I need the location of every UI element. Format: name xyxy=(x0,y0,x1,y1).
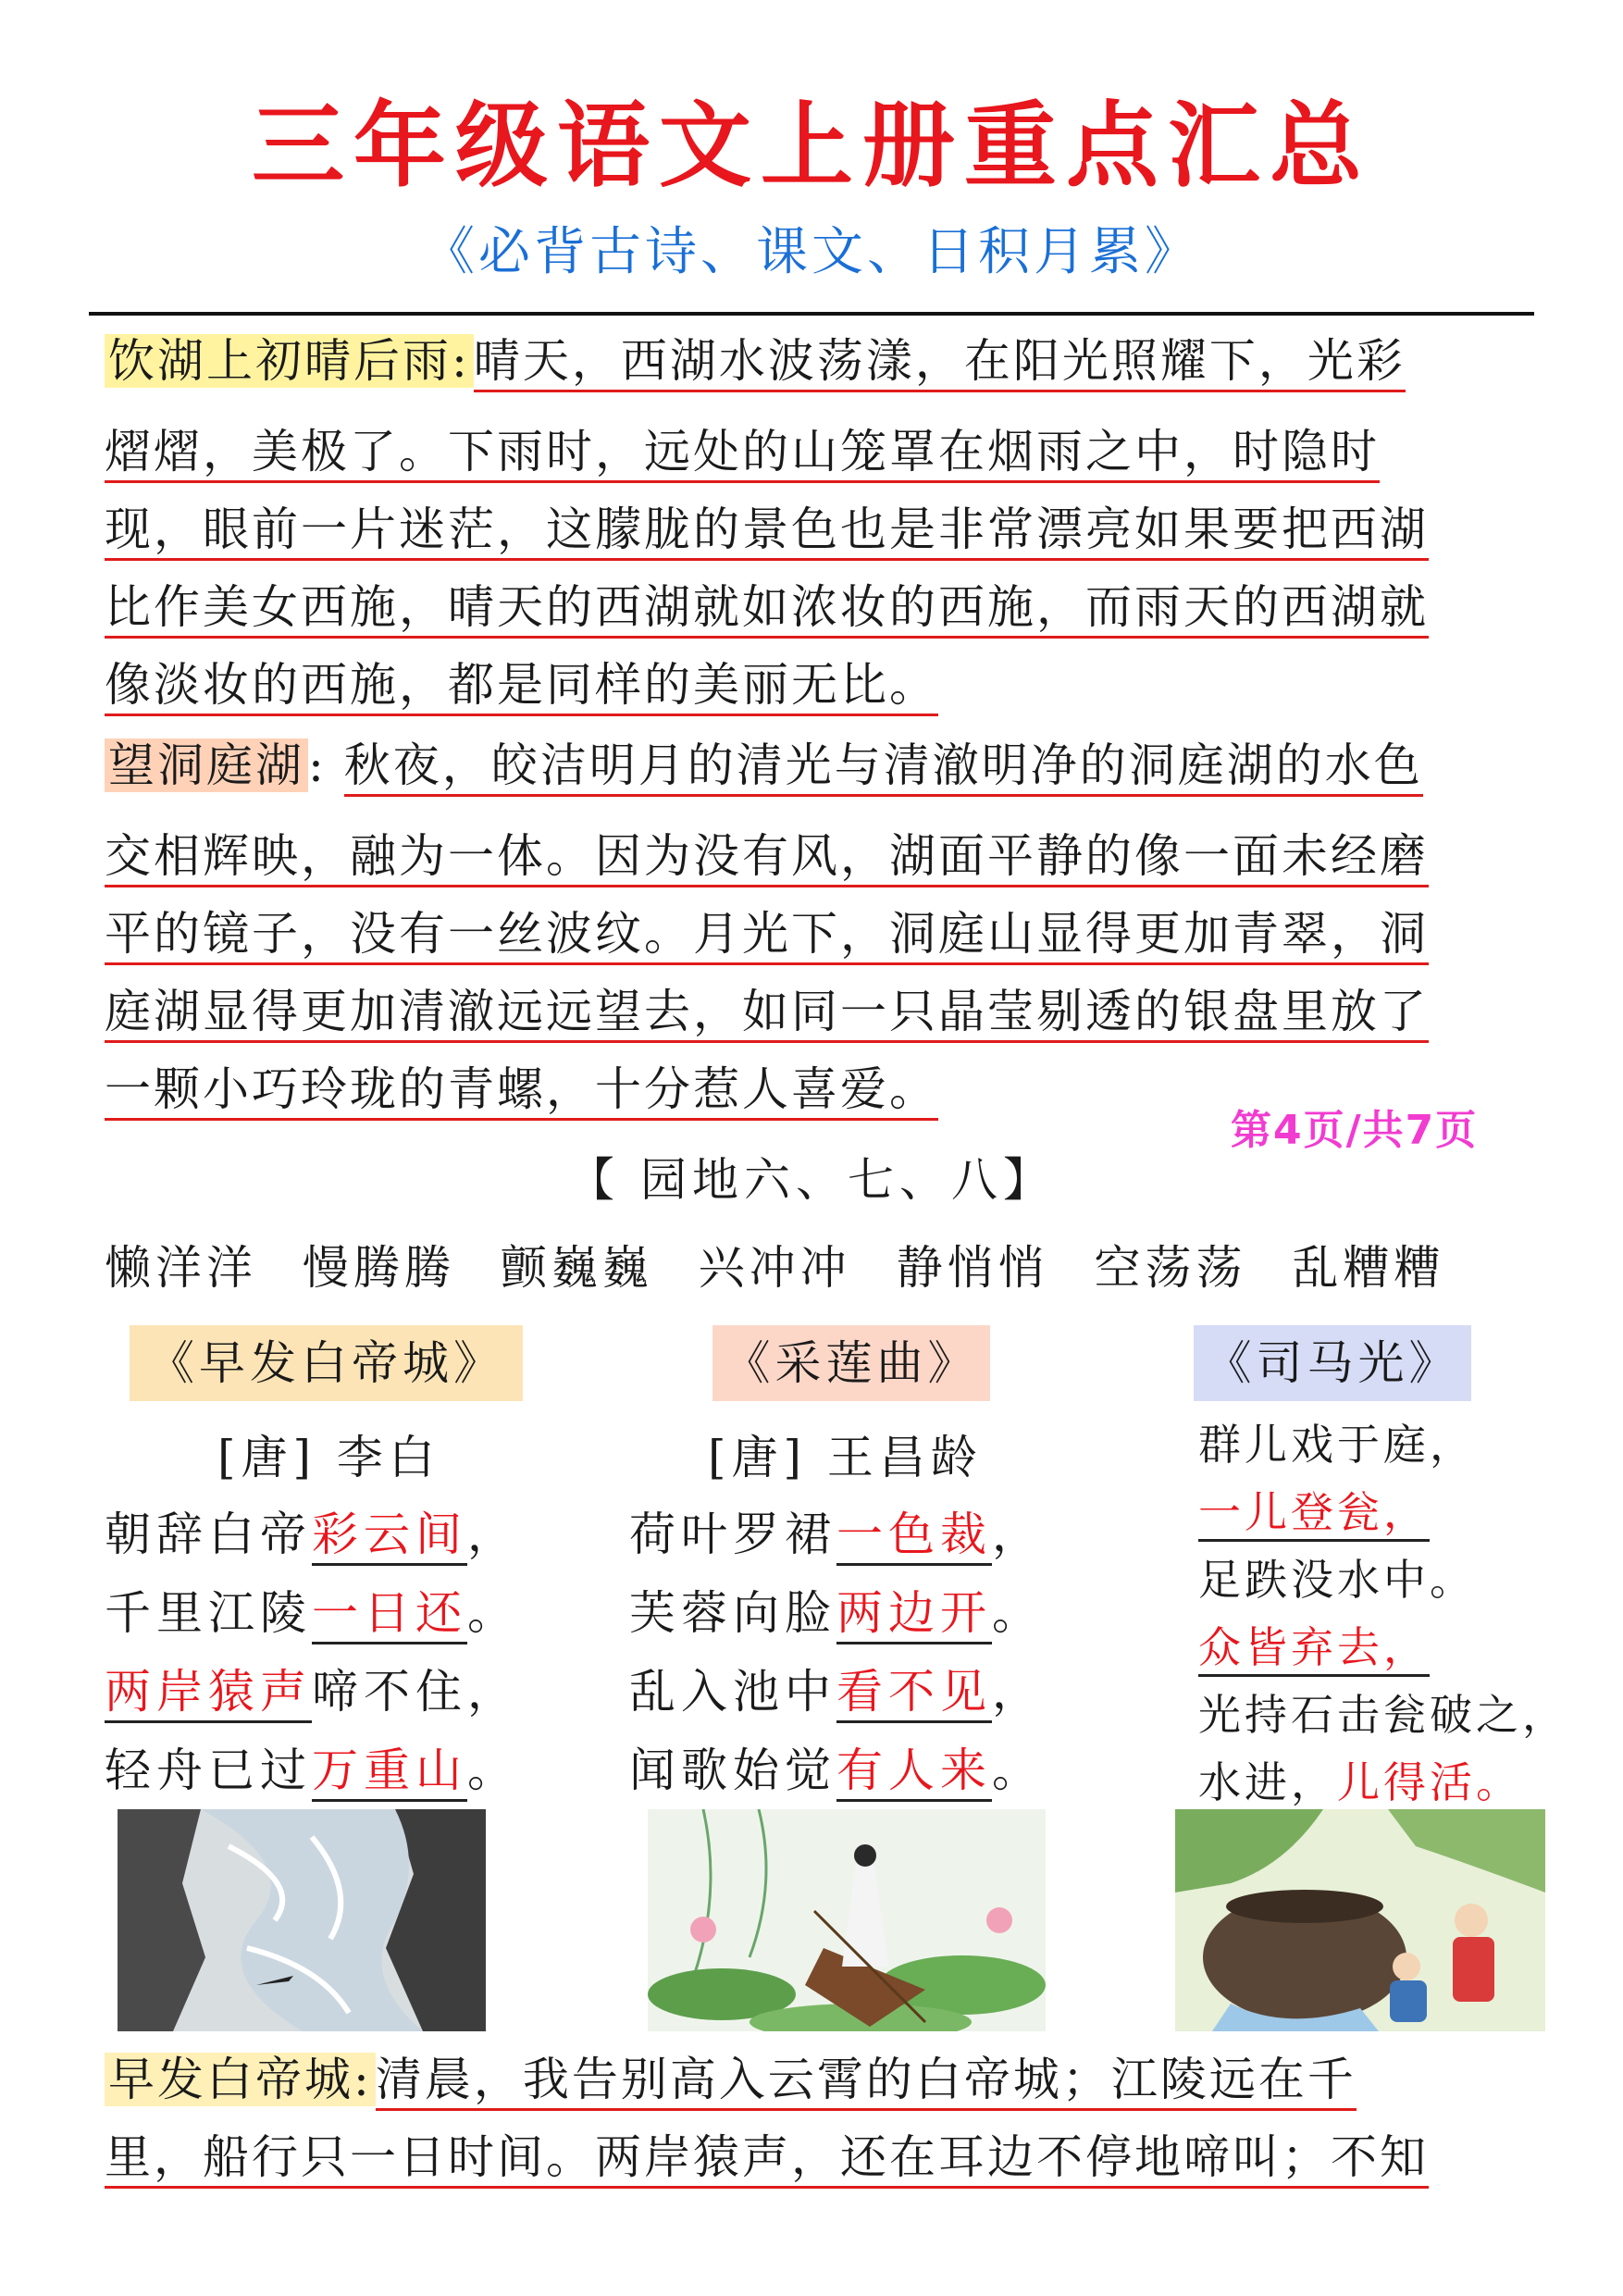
story-line: 光持石击瓮破之， xyxy=(1198,1690,1568,1740)
poem-line: 乱入池中看不见， xyxy=(629,1655,1044,1721)
poem-line: 朝辞白帝彩云间， xyxy=(105,1497,519,1564)
paragraph-text: 庭湖显得更加清澈远远望去，如同一只晶莹剔透的银盘里放了 xyxy=(105,985,1429,1043)
word-item: 乱糟糟 xyxy=(1292,1241,1445,1295)
page-subtitle: 《必背古诗、课文、日积月累》 xyxy=(423,222,1200,282)
paragraph-line xyxy=(105,726,1530,804)
paragraph-line xyxy=(105,646,1530,724)
paragraph-line xyxy=(105,568,1530,646)
page-indicator: 第4页/共7页 xyxy=(1231,1107,1479,1154)
story-line: 足跌没水中。 xyxy=(1198,1555,1476,1605)
poem-line: 千里江陵一日还。 xyxy=(105,1576,519,1643)
story-line: 群儿戏于庭， xyxy=(1198,1420,1476,1470)
paragraph-text: 像淡妆的西施，都是同样的美丽无比。 xyxy=(105,658,938,716)
lotus-picking-painting xyxy=(648,1809,1046,2031)
paragraph-text: 秋夜，皎洁明月的清光与清澈明净的洞庭湖的水色 xyxy=(344,738,1423,797)
river-gorge-painting xyxy=(118,1809,486,2031)
section-heading-garden: 【 园地六、七、八】 xyxy=(568,1153,1055,1207)
paragraph-text: 平的镜子，没有一丝波纹。月光下，洞庭山显得更加青翠，洞 xyxy=(105,907,1429,965)
word-item: 空荡荡 xyxy=(1094,1241,1247,1295)
paragraph-text: 晴天，西湖水波荡漾，在阳光照耀下，光彩 xyxy=(474,334,1406,392)
poem-line: 芙蓉向脸两边开。 xyxy=(629,1576,1044,1643)
paragraph-line xyxy=(105,973,1530,1050)
poem-title-cailian: 《采莲曲》 xyxy=(712,1325,990,1401)
section-label: 望洞庭湖 xyxy=(105,738,308,792)
word-item: 颤巍巍 xyxy=(500,1241,653,1295)
paragraph-text: 清晨，我告别高入云霄的白帝城；江陵远在千 xyxy=(376,2053,1357,2111)
section-zaofa-explain xyxy=(105,2041,1530,2196)
paragraph-line xyxy=(105,2041,1530,2118)
paragraph-text: 交相辉映，融为一体。因为没有风，湖面平静的像一面未经磨 xyxy=(105,829,1429,887)
poem-line: 轻舟已过万重山。 xyxy=(105,1733,519,1800)
poem-title-zaofa: 《早发白帝城》 xyxy=(130,1325,523,1401)
paragraph-text: 里，船行只一日时间。两岸猿声，还在耳边不停地啼叫；不知 xyxy=(105,2130,1429,2189)
word-list xyxy=(105,1231,1548,1297)
word-item: 静悄悄 xyxy=(896,1241,1049,1295)
paragraph-text: 熠熠，美极了。下雨时，远处的山笼罩在烟雨之中，时隐时 xyxy=(105,425,1380,483)
paragraph-text: 一颗小巧玲珑的青螺，十分惹人喜爱。 xyxy=(105,1062,938,1121)
story-line: 众皆弃去， xyxy=(1198,1614,1430,1675)
section-yinhu xyxy=(105,322,1530,724)
word-item: 懒洋洋 xyxy=(105,1241,257,1295)
sima-guang-illustration xyxy=(1175,1809,1545,2031)
word-item: 兴冲冲 xyxy=(698,1241,851,1295)
paragraph-text: 比作美女西施，晴天的西湖就如浓妆的西施，而雨天的西湖就 xyxy=(105,580,1429,639)
paragraph-line xyxy=(105,895,1530,973)
header-divider xyxy=(89,312,1534,316)
poem-line: 两岸猿声啼不住， xyxy=(105,1655,519,1721)
story-title-simaguang: 《司马光》 xyxy=(1194,1325,1471,1401)
story-line: 一儿登瓮， xyxy=(1198,1479,1430,1540)
section-label-colon: : xyxy=(308,738,327,792)
poem-author: [唐] 王昌龄 xyxy=(708,1431,983,1484)
paragraph-line xyxy=(105,322,1530,400)
section-label: 饮湖上初晴后雨: xyxy=(105,334,474,388)
paragraph-line xyxy=(105,413,1530,490)
section-label: 早发白帝城: xyxy=(105,2053,376,2106)
word-item: 慢腾腾 xyxy=(302,1241,455,1295)
page-title: 三年级语文上册重点汇总 xyxy=(252,92,1371,200)
poem-author: [唐] 李白 xyxy=(217,1431,440,1484)
paragraph-line xyxy=(105,817,1530,895)
paragraph-text: 现，眼前一片迷茫，这朦胧的景色也是非常漂亮如果要把西湖 xyxy=(105,503,1429,561)
section-dongtinghu xyxy=(105,726,1530,1128)
poem-line: 闻歌始觉有人来。 xyxy=(629,1733,1044,1800)
paragraph-line xyxy=(105,2118,1530,2196)
paragraph-line xyxy=(105,490,1530,568)
poem-line: 荷叶罗裙一色裁， xyxy=(629,1497,1044,1564)
story-line: 水进，儿得活。 xyxy=(1198,1749,1522,1810)
